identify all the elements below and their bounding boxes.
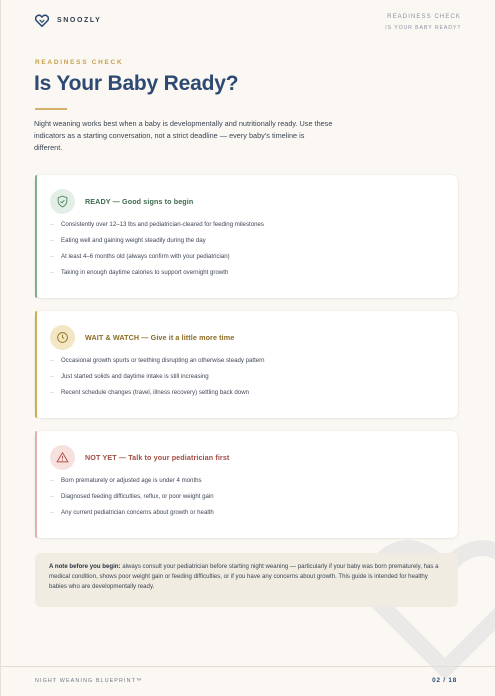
page-number: 02 / 18 <box>432 677 457 684</box>
card-header <box>50 189 193 214</box>
card-title: READY — Good signs to begin <box>85 197 194 206</box>
footer-title: NIGHT WEANING BLUEPRINT™ <box>35 678 143 684</box>
wait-card <box>35 311 458 418</box>
heart-logo-icon <box>35 14 49 27</box>
list-item: – Taking in enough daytime calories to support overnight growth <box>50 269 229 276</box>
indicator-list <box>50 221 264 285</box>
card-title: WAIT & WATCH — Give it a little more time <box>85 333 235 342</box>
not-yet-card <box>35 431 458 538</box>
indicator-list <box>50 357 265 405</box>
page-title: Is Your Baby Ready? <box>34 72 239 95</box>
section-kicker: READINESS CHECK <box>35 59 124 66</box>
footer-divider <box>1 666 495 667</box>
page-header <box>35 8 461 36</box>
list-item: – Diagnosed feeding difficulties, reflux, or poor weight gain <box>50 493 214 500</box>
ready-card <box>35 175 458 298</box>
brand <box>35 14 101 27</box>
list-item: – Just started solids and daytime intake is still increasing <box>50 373 209 380</box>
list-item: – Occasional growth spurts or teething disrupting an otherwise steady pattern <box>50 357 265 364</box>
note-body: always consult your pediatrician before starting night weaning — particularly if your baby was born prematurely, has a medical condition, shows poor weight gain or feeding difficulties, or if you have any concerns about growth. This guide is intended for healthy babies who are developmentally ready. <box>49 563 439 591</box>
shield-check-icon <box>50 189 75 214</box>
list-item: – Eating well and gaining weight steadily during the day <box>50 237 206 244</box>
intro-paragraph: Night weaning works best when a baby is developmentally and nutritionally ready. Use these indicators as a starting conversation, not a strict deadline — every baby’s timeline is different. <box>34 119 333 152</box>
header-section-label <box>385 12 461 33</box>
clock-icon <box>50 325 75 350</box>
indicator-list <box>50 477 214 525</box>
note-lead: A note before you begin: <box>49 563 121 570</box>
card-title: NOT YET — Talk to your pediatrician first <box>85 453 230 462</box>
card-accent <box>35 431 37 538</box>
header-section: READINESS CHECK <box>387 14 461 20</box>
card-header <box>50 325 234 350</box>
list-item: – Born prematurely or adjusted age is under 4 months <box>50 477 202 484</box>
disclaimer-note <box>35 553 458 607</box>
list-item: – Consistently over 12–13 lbs and pediatrician-cleared for feeding milestones <box>50 221 264 228</box>
header-subtitle: IS YOUR BABY READY? <box>385 25 461 31</box>
title-divider <box>35 108 67 110</box>
list-item: – At least 4–6 months old (always confirm with your pediatrician) <box>50 253 230 260</box>
card-header <box>50 445 229 470</box>
warning-triangle-icon <box>50 445 75 470</box>
card-accent <box>35 175 37 298</box>
card-accent <box>35 311 37 418</box>
list-item: – Recent schedule changes (travel, illness recovery) settling back down <box>50 389 249 396</box>
list-item: – Any current pediatrician concerns about growth or health <box>50 509 214 516</box>
brand-name: SNOOZLY <box>57 17 102 24</box>
